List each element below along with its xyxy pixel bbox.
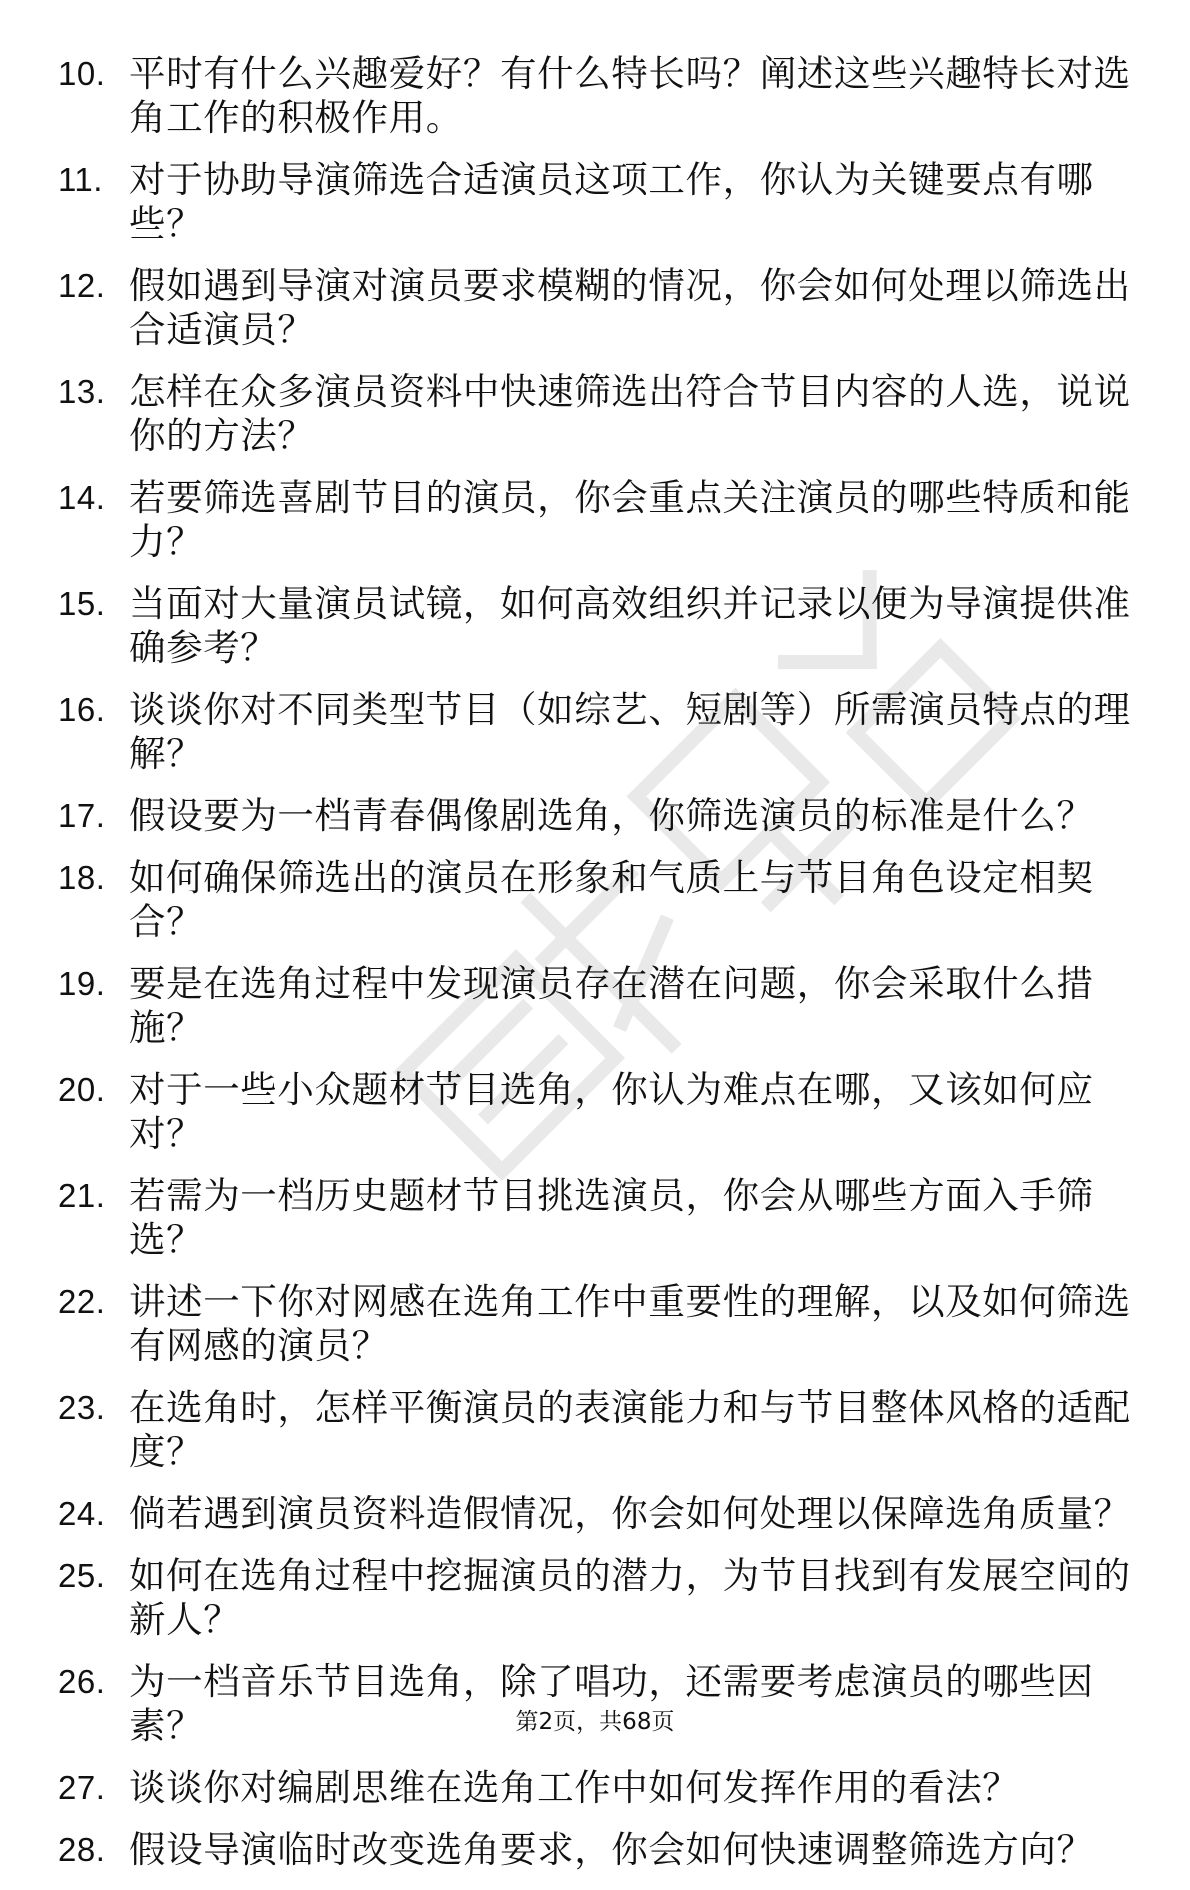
question-number: 20. bbox=[58, 1071, 106, 1108]
question-text: 怎样在众多演员资料中快速筛选出符合节目内容的人选，说说你的方法？ bbox=[129, 370, 1131, 457]
list-item bbox=[0, 1828, 1190, 1872]
question-text: 谈谈你对编剧思维在选角工作中如何发挥作用的看法？ bbox=[129, 1766, 1020, 1809]
list-item bbox=[0, 370, 1190, 458]
question-number: 22. bbox=[58, 1283, 106, 1320]
list-item bbox=[0, 476, 1190, 564]
question-number: 19. bbox=[58, 965, 106, 1002]
question-text: 假设导演临时改变选角要求，你会如何快速调整筛选方向？ bbox=[129, 1828, 1094, 1871]
question-text: 谈谈你对不同类型节目（如综艺、短剧等）所需演员特点的理解？ bbox=[129, 688, 1131, 775]
list-item bbox=[0, 1554, 1190, 1642]
list-item bbox=[0, 1068, 1190, 1156]
list-item bbox=[0, 856, 1190, 944]
question-text: 假设要为一档青春偶像剧选角，你筛选演员的标准是什么？ bbox=[129, 794, 1094, 837]
question-number: 16. bbox=[58, 691, 106, 728]
question-text: 若要筛选喜剧节目的演员，你会重点关注演员的哪些特质和能力？ bbox=[129, 476, 1131, 563]
question-number: 17. bbox=[58, 797, 106, 834]
page-footer bbox=[0, 1708, 1190, 1736]
question-number: 21. bbox=[58, 1177, 106, 1214]
question-number: 10. bbox=[58, 55, 106, 92]
question-text: 讲述一下你对网感在选角工作中重要性的理解，以及如何筛选有网感的演员？ bbox=[129, 1280, 1131, 1367]
question-text: 为一档音乐节目选角，除了唱功，还需要考虑演员的哪些因素？ bbox=[129, 1660, 1094, 1747]
question-number: 11. bbox=[58, 161, 103, 198]
list-item bbox=[0, 962, 1190, 1050]
question-number: 18. bbox=[58, 859, 106, 896]
list-item bbox=[0, 1766, 1190, 1810]
question-page bbox=[0, 52, 1190, 1890]
question-number: 15. bbox=[58, 585, 106, 622]
question-text: 若需为一档历史题材节目挑选演员，你会从哪些方面入手筛选？ bbox=[129, 1174, 1094, 1261]
list-item bbox=[0, 794, 1190, 838]
question-text: 如何确保筛选出的演员在形象和气质上与节目角色设定相契合？ bbox=[129, 856, 1094, 943]
page-number-label: 第2页，共68页 bbox=[515, 1709, 675, 1735]
question-text: 对于协助导演筛选合适演员这项工作，你认为关键要点有哪些？ bbox=[129, 158, 1094, 245]
question-number: 13. bbox=[58, 373, 106, 410]
question-text: 倘若遇到演员资料造假情况，你会如何处理以保障选角质量？ bbox=[129, 1492, 1131, 1535]
question-number: 23. bbox=[58, 1389, 106, 1426]
question-number: 12. bbox=[58, 267, 106, 304]
list-item bbox=[0, 582, 1190, 670]
question-number: 25. bbox=[58, 1557, 106, 1594]
list-item bbox=[0, 1174, 1190, 1262]
question-number: 14. bbox=[58, 479, 106, 516]
question-number: 28. bbox=[58, 1831, 106, 1868]
list-item bbox=[0, 1492, 1190, 1536]
question-text: 如何在选角过程中挖掘演员的潜力，为节目找到有发展空间的新人？ bbox=[129, 1554, 1131, 1641]
question-number: 27. bbox=[58, 1769, 106, 1806]
question-text: 假如遇到导演对演员要求模糊的情况，你会如何处理以筛选出合适演员？ bbox=[129, 264, 1131, 351]
question-text: 平时有什么兴趣爱好？有什么特长吗？阐述这些兴趣特长对选角工作的积极作用。 bbox=[129, 52, 1131, 139]
question-number: 26. bbox=[58, 1663, 106, 1700]
question-number: 24. bbox=[58, 1495, 106, 1532]
list-item bbox=[0, 1280, 1190, 1368]
list-item bbox=[0, 52, 1190, 140]
list-item bbox=[0, 1386, 1190, 1474]
list-item bbox=[0, 264, 1190, 352]
list-item bbox=[0, 158, 1190, 246]
question-text: 要是在选角过程中发现演员存在潜在问题，你会采取什么措施？ bbox=[129, 962, 1094, 1049]
list-item bbox=[0, 688, 1190, 776]
question-text: 当面对大量演员试镜，如何高效组织并记录以便为导演提供准确参考？ bbox=[129, 582, 1131, 669]
question-text: 对于一些小众题材节目选角，你认为难点在哪，又该如何应对？ bbox=[129, 1068, 1094, 1155]
question-text: 在选角时，怎样平衡演员的表演能力和与节目整体风格的适配度？ bbox=[129, 1386, 1131, 1473]
question-list bbox=[0, 52, 1190, 1872]
